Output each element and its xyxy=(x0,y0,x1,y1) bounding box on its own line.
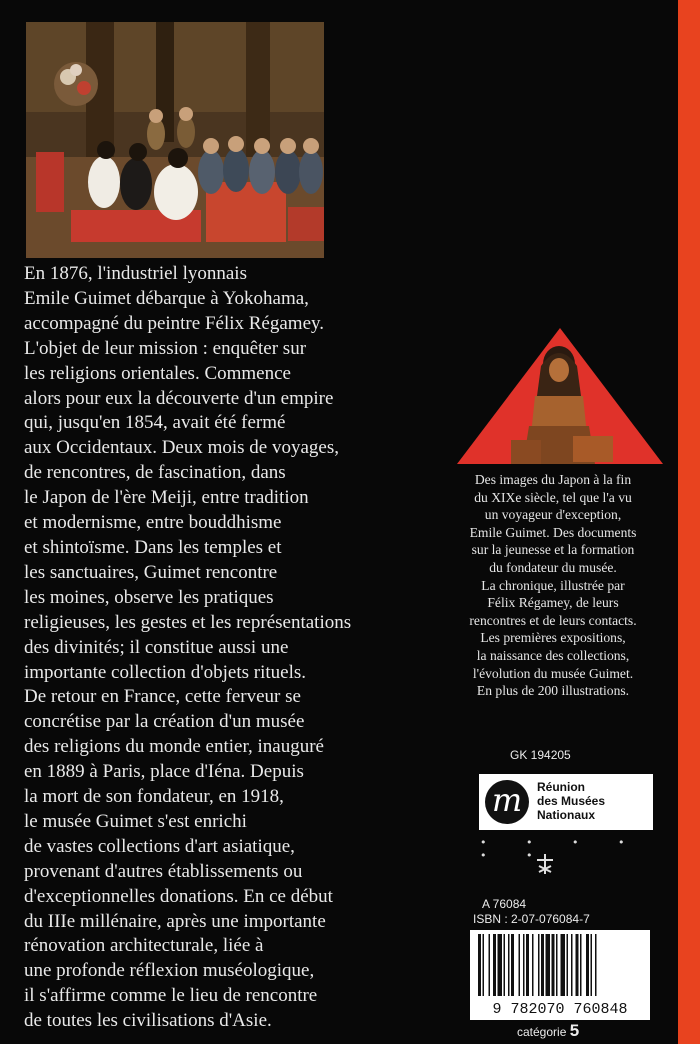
sphinx-emblem xyxy=(455,326,665,466)
publisher-logo-icon: m xyxy=(485,780,529,824)
cover-painting xyxy=(26,22,324,258)
barcode xyxy=(470,930,650,1020)
main-text-paragraph: En 1876, l'industriel lyonnais Emile Guimet débarque à Yokohama, accompagné du peintre Félix Régamey. L'objet de leur mission : enquêter sur les religions orientales. Commence alors pour eux la découverte d'un empire qui, jusqu'en 1854, avait été fermé aux Occidentaux. Deux mois de voyages, de rencontres, de fascination, dans le Japon de l'ère Meiji, entre tradition et modernisme, entre bouddhisme et shintoïsme. Dans les temples et les sanctuaires, Guimet rencontre les moines, observe les pratiques religieuses, les gestes et les représentations des divinités; il constitue aussi une importante collection d'objets rituels. De retour en France, cette ferveur se concrétise par la création d'un musée des religions du monde entier, inauguré en 1889 à Paris, place d'Iéna. Depuis la mort de son fondateur, en 1918, le musée Guimet s'est enrichi de vastes collections d'art asiatique, provenant d'autres établissements ou d'exceptionnelles donations. En ce début du IIIe millénaire, après une importante rénovation architecturale, liée à une profonde réflexion muséologique, il s'affirme comme le lieu de rencontre de toutes les civilisations d'Asie. xyxy=(24,263,352,1032)
publisher-logo-box xyxy=(479,774,653,830)
painting-illustration xyxy=(26,22,324,258)
main-text-block xyxy=(24,262,376,1034)
category-label xyxy=(517,1021,579,1041)
catalog-number: A 76084 xyxy=(482,897,527,911)
imprint-mark-icon xyxy=(533,852,557,876)
barcode-number: 9 782070 760848 xyxy=(492,1001,628,1018)
category-value: 5 xyxy=(569,1021,580,1040)
barcode-bars xyxy=(476,934,644,996)
decorative-dots: • • • • • • xyxy=(480,836,643,862)
sphinx-triangle-icon xyxy=(455,326,665,466)
product-code: GK 194205 xyxy=(510,748,571,762)
spine-edge xyxy=(678,0,700,1044)
category-text: catégorie xyxy=(517,1025,567,1039)
publisher-name: Réunion des Musées Nationaux xyxy=(537,780,606,822)
cover-blurb: Des images du Japon à la fin du XIXe siècle, tel que l'a vu un voyageur d'exception, Emile Guimet. Des documents sur la jeunesse et la formation du fondateur du musée. La chronique, illustrée par Félix Régamey, de leurs rencontres et de leurs contacts. Les premières expositions, la naissance des collections, l'évolution du musée Guimet. En plus de 200 illustrations. xyxy=(469,472,637,699)
isbn-number: ISBN : 2-07-076084-7 xyxy=(473,912,590,926)
